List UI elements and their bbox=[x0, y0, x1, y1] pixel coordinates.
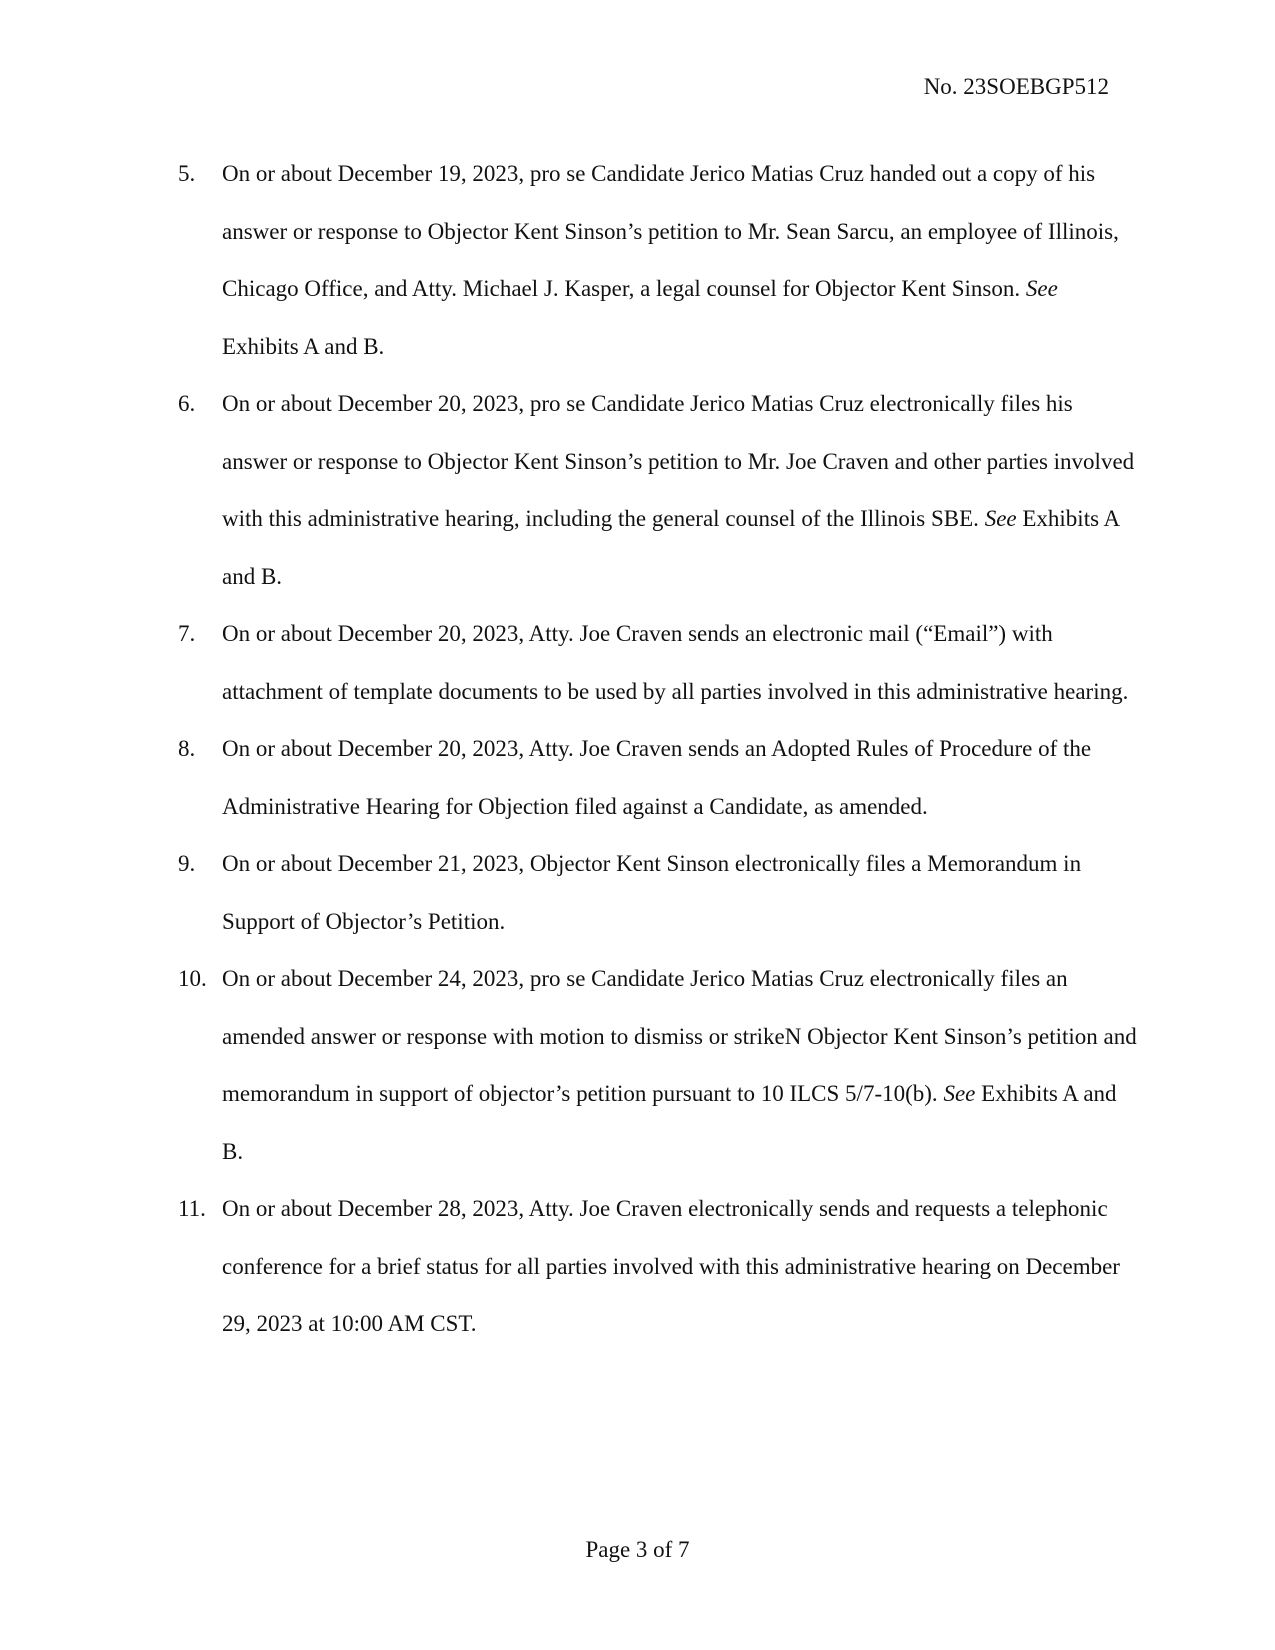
page-number: Page 3 of 7 bbox=[585, 1537, 690, 1562]
paragraph-body: On or about December 19, 2023, pro se Candidate Jerico Matias Cruz handed out a copy of his answer or response to Objector Kent Sinson’s petition to Mr. Sean Sarcu, an employee of Illinois, Chicago Office, and Atty. Michael J. Kasper, a legal counsel for Objector Kent Sinson. bbox=[222, 161, 1119, 301]
paragraph-number: 7. bbox=[178, 621, 196, 646]
paragraph-tail: Exhibits A and B. bbox=[222, 333, 385, 359]
paragraph-item bbox=[178, 1180, 1138, 1353]
paragraph-body: On or about December 24, 2023, pro se Candidate Jerico Matias Cruz electronically files an amended answer or response with motion to dismiss or strikeN Objector Kent Sinson’s petition and memorandum in support of objector’s petition pursuant to 10 ILCS 5/7-10(b). bbox=[222, 966, 1137, 1106]
numbered-paragraphs bbox=[178, 145, 1138, 1353]
paragraph-number: 10. bbox=[178, 966, 207, 991]
paragraph-text bbox=[222, 950, 1138, 1180]
paragraph-item bbox=[178, 605, 1138, 720]
paragraph-body: On or about December 20, 2023, pro se Candidate Jerico Matias Cruz electronically files his answer or response to Objector Kent Sinson’s petition to Mr. Joe Craven and other parties involved with this administrative hearing, including the general counsel of the Illinois SBE. bbox=[222, 391, 1135, 531]
paragraph-item bbox=[178, 720, 1138, 835]
paragraph-text bbox=[222, 720, 1138, 835]
paragraph-text bbox=[222, 605, 1138, 720]
paragraph-item bbox=[178, 950, 1138, 1180]
paragraph-body: On or about December 21, 2023, Objector Kent Sinson electronically files a Memorandum in Support of Objector’s Petition. bbox=[222, 851, 1082, 934]
paragraph-number: 8. bbox=[178, 736, 196, 761]
see-signal: See bbox=[943, 1081, 976, 1106]
case-number: No. 23SOEBGP512 bbox=[923, 74, 1109, 99]
paragraph-body: On or about December 20, 2023, Atty. Joe Craven sends an electronic mail (“Email”) with attachment of template documents to be used by all parties involved in this administrative hearing. bbox=[222, 621, 1129, 704]
paragraph-number: 6. bbox=[178, 391, 196, 416]
paragraph-body: On or about December 28, 2023, Atty. Joe Craven electronically sends and requests a telephonic conference for a brief status for all parties involved with this administrative hearing on December 29, 2023 at 10:00 AM CST. bbox=[222, 1196, 1120, 1336]
paragraph-text bbox=[222, 835, 1138, 950]
paragraph-text bbox=[222, 1180, 1138, 1353]
see-signal: See bbox=[1025, 276, 1058, 301]
see-signal: See bbox=[984, 506, 1017, 531]
paragraph-item bbox=[178, 375, 1138, 605]
paragraph-item bbox=[178, 145, 1138, 375]
paragraph-tail: Exhibits A and B. bbox=[222, 1081, 1117, 1164]
paragraph-number: 9. bbox=[178, 851, 196, 876]
paragraph-number: 5. bbox=[178, 161, 196, 186]
paragraph-number: 11. bbox=[178, 1196, 206, 1221]
paragraph-tail: Exhibits A and B. bbox=[222, 506, 1119, 589]
paragraph-text bbox=[222, 375, 1138, 605]
paragraph-body: On or about December 20, 2023, Atty. Joe Craven sends an Adopted Rules of Procedure of the Administrative Hearing for Objection filed against a Candidate, as amended. bbox=[222, 736, 1092, 819]
paragraph-text bbox=[222, 145, 1138, 375]
paragraph-item bbox=[178, 835, 1138, 950]
